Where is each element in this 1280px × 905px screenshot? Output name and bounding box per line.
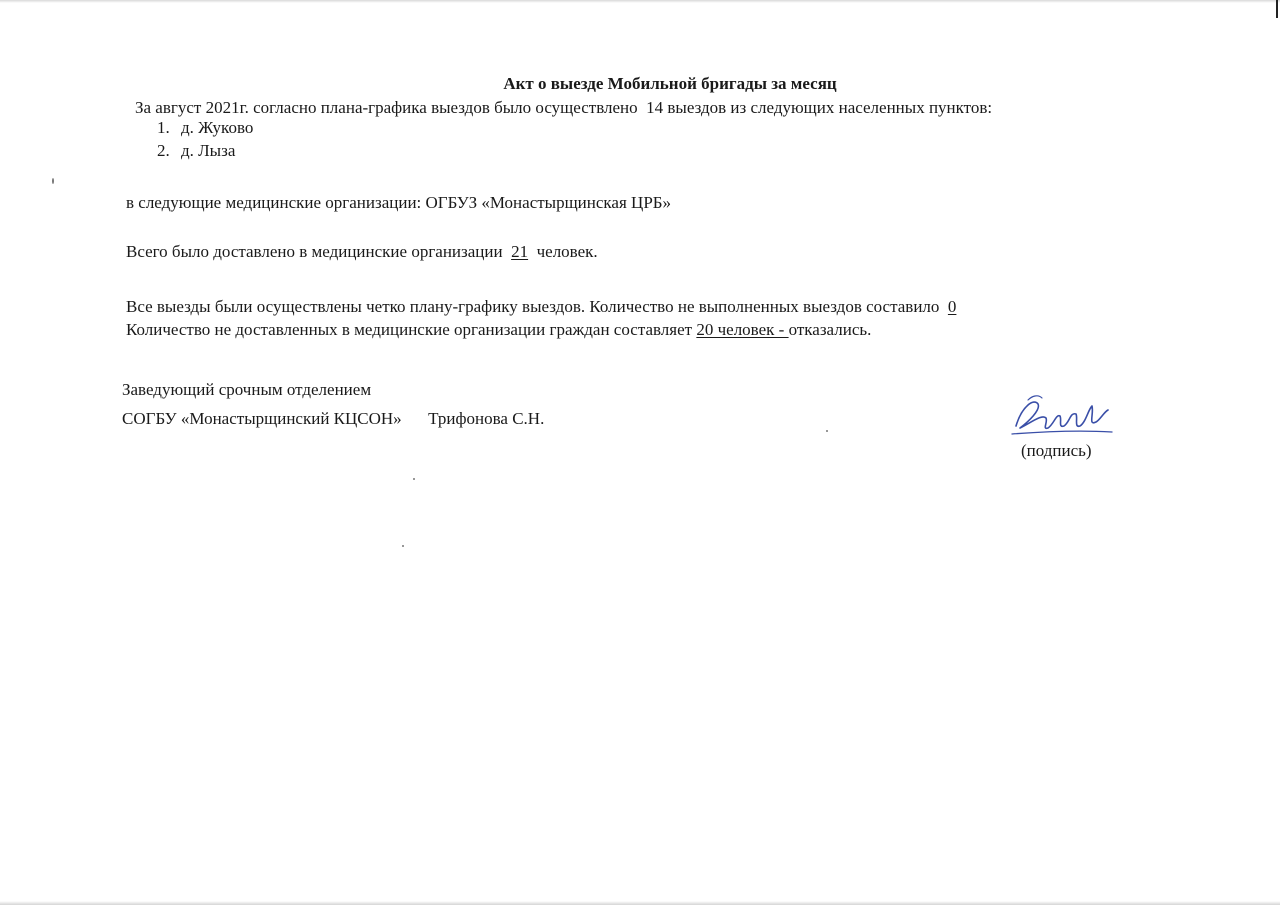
settlement-name: д. Лыза (181, 141, 236, 160)
scan-speck (52, 178, 54, 184)
execution-paragraph (126, 297, 956, 317)
delivered-suffix: человек. (536, 242, 598, 261)
scan-edge-bottom (0, 901, 1280, 905)
signature-scribble (1008, 392, 1118, 442)
missed-trips-count: 0 (947, 297, 957, 316)
intro-suffix: выездов из следующих населенных пунктов: (667, 98, 993, 117)
trips-count: 14 (646, 98, 664, 117)
delivered-paragraph (126, 242, 598, 262)
list-number: 1. (157, 118, 170, 137)
signature-caption: (подпись) (1021, 441, 1092, 460)
delivered-prefix: Всего было доставлено в медицинские организации (126, 242, 503, 261)
intro-paragraph (135, 98, 992, 118)
signatory-organization: СОГБУ «Монастырщинский КЦСОН» (122, 409, 402, 428)
signatory-line (122, 409, 544, 429)
not-delivered-suffix: отказались. (788, 320, 872, 339)
scan-speck (402, 545, 404, 547)
not-delivered-paragraph (126, 320, 871, 340)
settlement-list-item (157, 118, 253, 138)
settlement-list-item (157, 141, 235, 161)
scan-edge-mark (1276, 0, 1278, 18)
signatory-name: Трифонова С.Н. (428, 409, 545, 428)
not-delivered-prefix: Количество не доставленных в медицинские организации граждан составляет (126, 320, 693, 339)
document-title: Акт о выезде Мобильной бригады за месяц (503, 74, 837, 93)
delivered-count: 21 (511, 242, 529, 261)
settlement-name: д. Жуково (181, 118, 254, 137)
organizations-line: в следующие медицинские организации: ОГБУЗ «Монастырщинская ЦРБ» (126, 193, 672, 212)
scan-speck (826, 430, 828, 432)
scan-edge-top (0, 0, 1280, 3)
list-number: 2. (157, 141, 170, 160)
scan-speck (413, 478, 415, 480)
signatory-position: Заведующий срочным отделением (122, 380, 372, 399)
execution-prefix: Все выезды были осуществлены четко плану-графику выездов. Количество не выполненных выездов составило (126, 297, 940, 316)
intro-prefix: За август 2021г. согласно плана-графика выездов было осуществлено (135, 98, 638, 117)
not-delivered-count: 20 человек - (696, 320, 789, 339)
